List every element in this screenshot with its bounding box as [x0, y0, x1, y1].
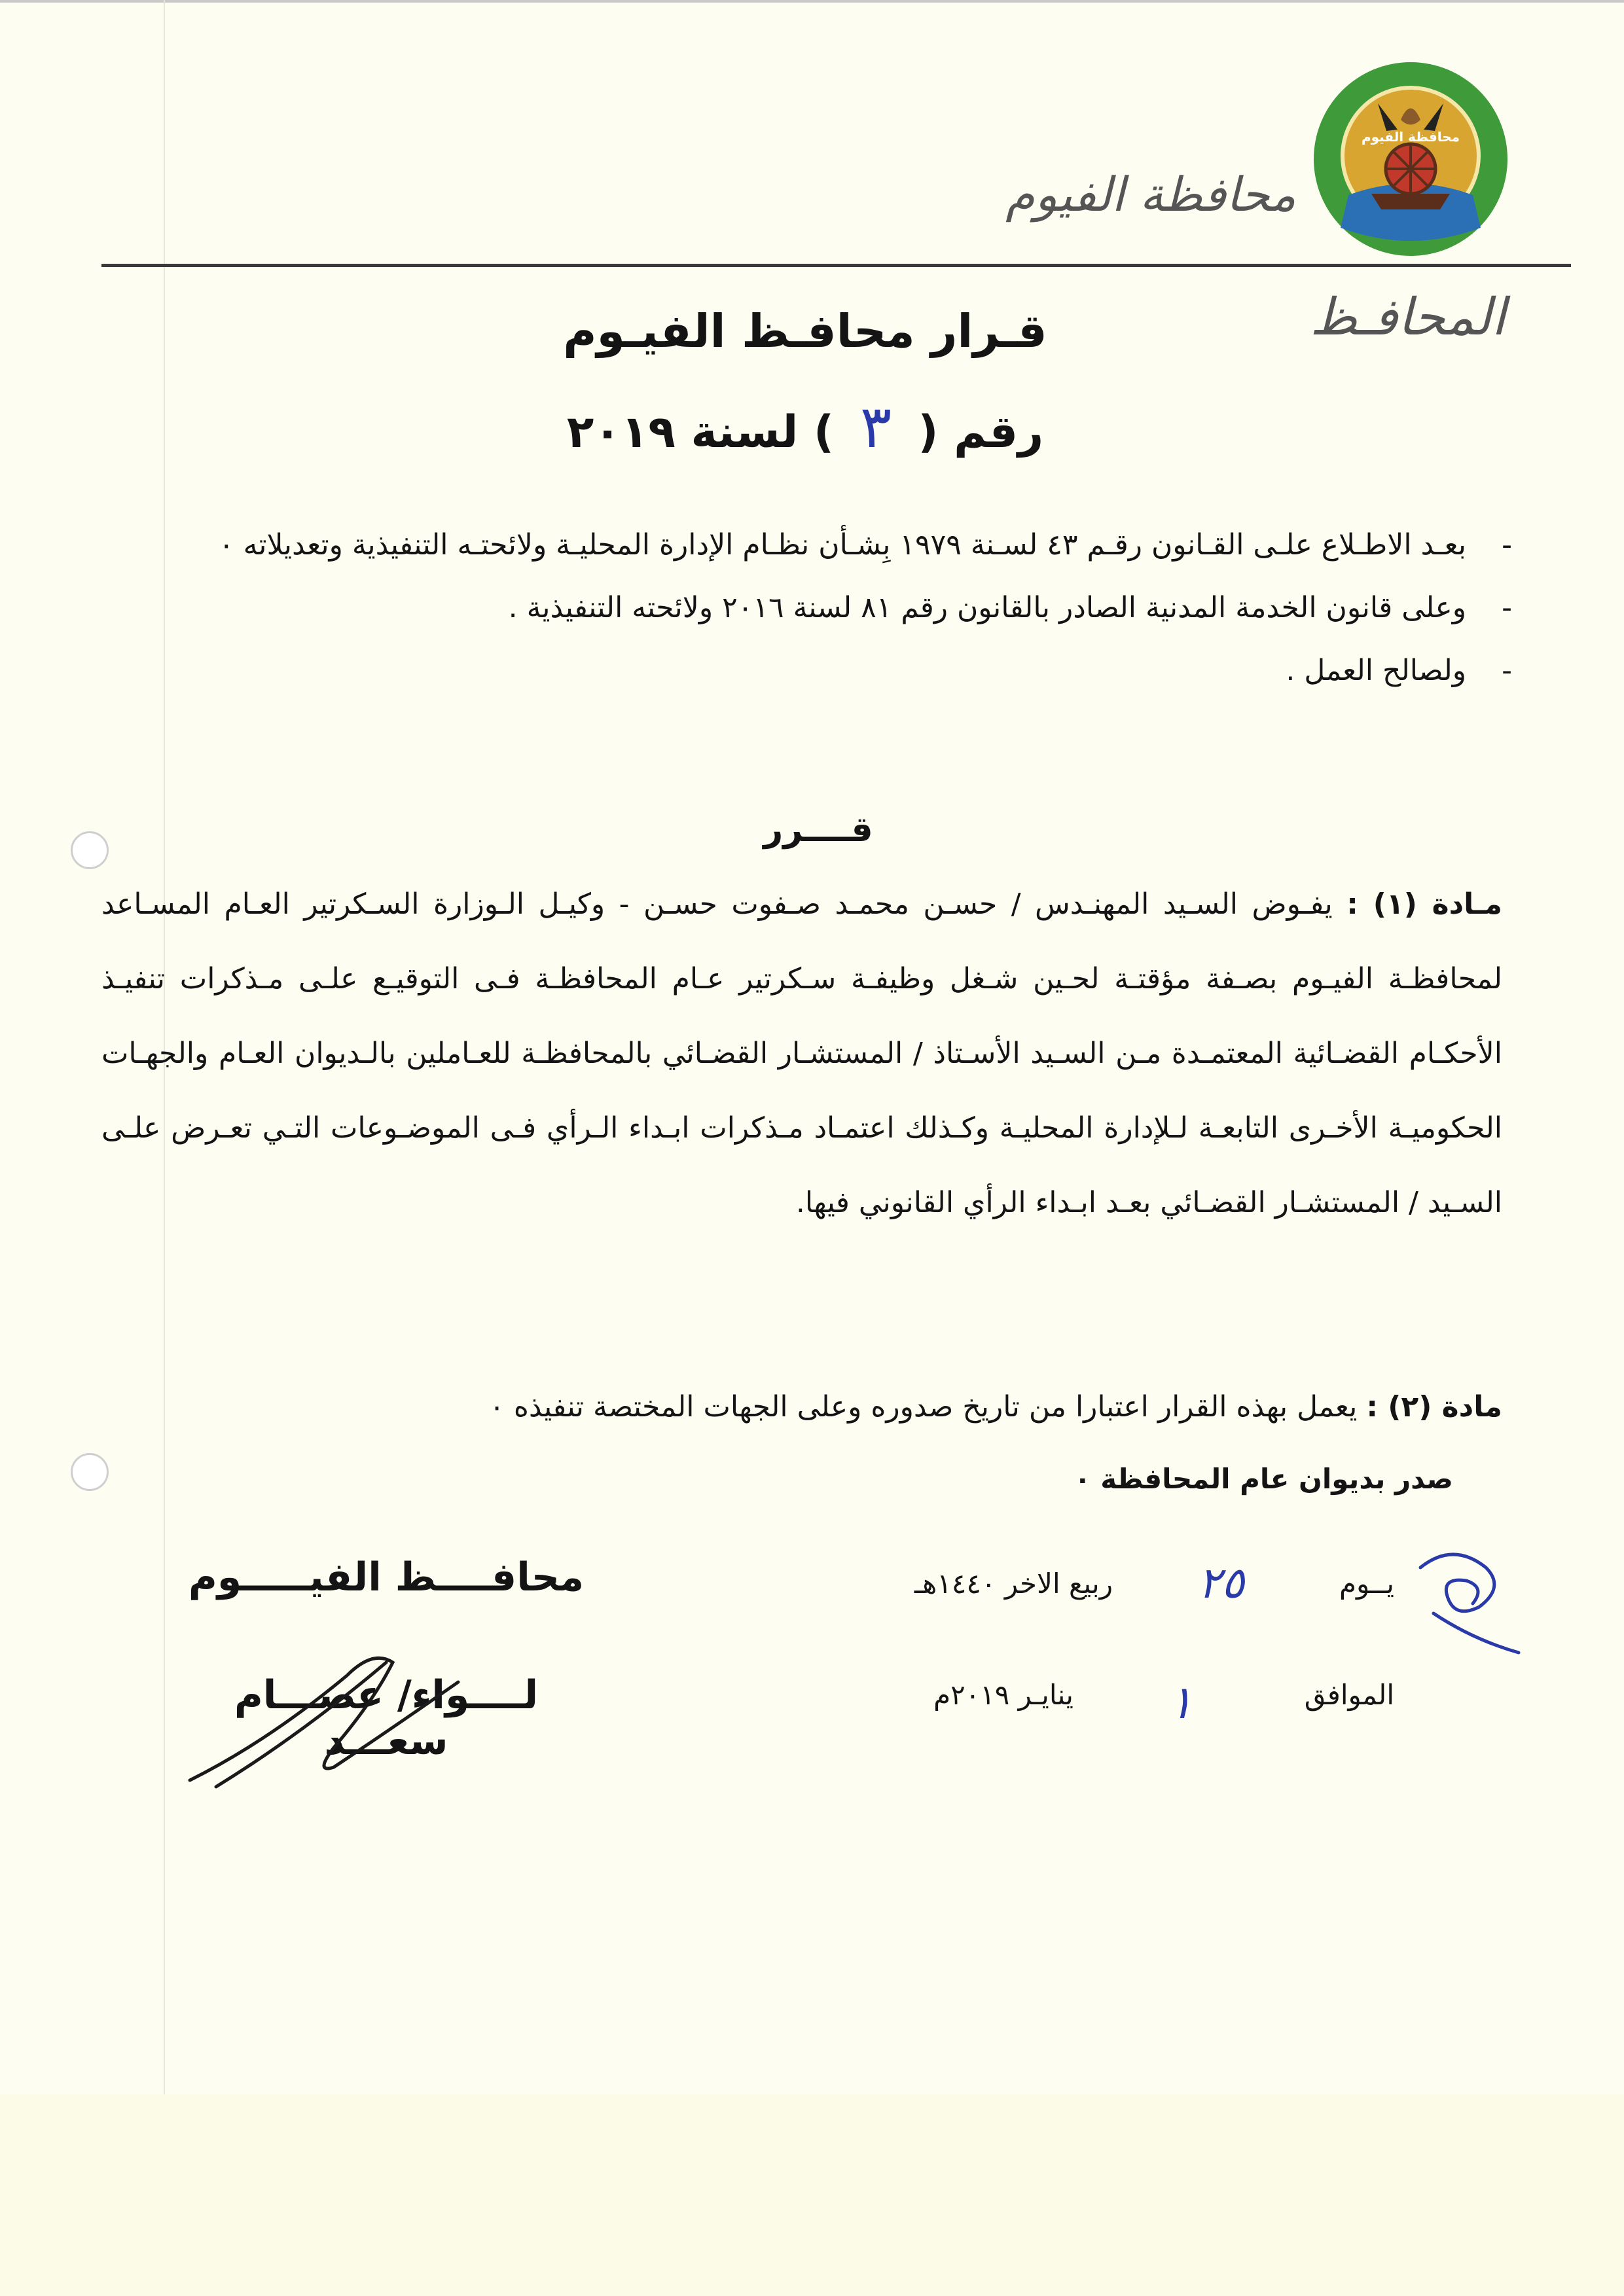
day-handwritten: ٢٥ [1198, 1558, 1244, 1608]
preamble-item: - ولصالح العمل . [105, 643, 1499, 699]
signature-name: لــــواء/ عصـــام سعـــد [234, 1672, 539, 1764]
decree-number-suffix: ) لسنة ٢٠١٩ [566, 406, 835, 458]
governorate-header: محافظة الفيوم [1005, 167, 1296, 222]
decree-number-handwritten: ٣ [860, 393, 892, 461]
initials-signature [1407, 1541, 1525, 1666]
corresponding-label: الموافق [1304, 1679, 1394, 1711]
emblem-caption: محافظة الفيوم [1361, 129, 1460, 145]
office-title: المحافـظ [1310, 288, 1506, 347]
gregorian-date: ينايـر ٢٠١٩م [933, 1679, 1074, 1711]
issued-note: صدر بديوان عام المحافظة ٠ [1074, 1463, 1453, 1495]
article-label: مادة (٢) : [1366, 1390, 1502, 1424]
decree-number-prefix: رقم ( [918, 406, 1044, 458]
article-label: مـادة (١) : [1346, 888, 1502, 921]
decree-title: قـرار محافـظ الفيـوم [563, 304, 1047, 358]
article-text: يفـوض السـيد المهنـدس / حسـن محمـد صـفوت حسـن - وكيـل الـوزارة السـكرتير العـام المسـاعد لمحافظـة الفيـوم بصـفة مؤقتـة لحـين شـغل وظيفـة سـكرتير عـام المحافظـة فـى التوقيـع علـى مـذكرات تنفيـذ الأحكـام القضـائية المعتمـدة مـن السـيد الأسـتاذ / المستشـار القضـائي بالمحافظـة للعـاملين بالـديوان العـام والجهـات الحكوميـة الأخـرى التابعـة لـلإدارة المحليـة وكـذلك اعتمـاد مـذكرات ابـداء الـرأي فـى الموضـوعات التـي تعـرض علـى السـيد / المستشـار القضـائي بعـد ابـداء الرأي القانوني فيها. [101, 888, 1502, 1219]
handwritten-signature [177, 1636, 543, 1793]
preamble-item: - بعـد الاطـلاع علـى القـانون رقـم ٤٣ لسـنة ١٩٧٩ بِشـأن نظـام الإدارة المحليـة ولائحتـه التنفيذية وتعديلاته ٠ [105, 517, 1499, 573]
article-text: يعمل بهذه القرار اعتبارا من تاريخ صدوره وعلى الجهات المختصة تنفيذه ٠ [489, 1390, 1358, 1424]
greg-day-handwritten: ١ [1168, 1676, 1193, 1729]
decided-heading: قــــرر [763, 810, 873, 850]
hijri-date: ربيع الاخر ١٤٤٠هـ [914, 1568, 1113, 1600]
signature-title: محافــــظ الفيـــــوم [188, 1554, 585, 1600]
preamble-item: - وعلى قانون الخدمة المدنية الصادر بالقانون رقم ٨١ لسنة ٢٠١٦ ولائحته التنفيذية . [105, 580, 1499, 636]
day-label: يــوم [1339, 1568, 1394, 1600]
